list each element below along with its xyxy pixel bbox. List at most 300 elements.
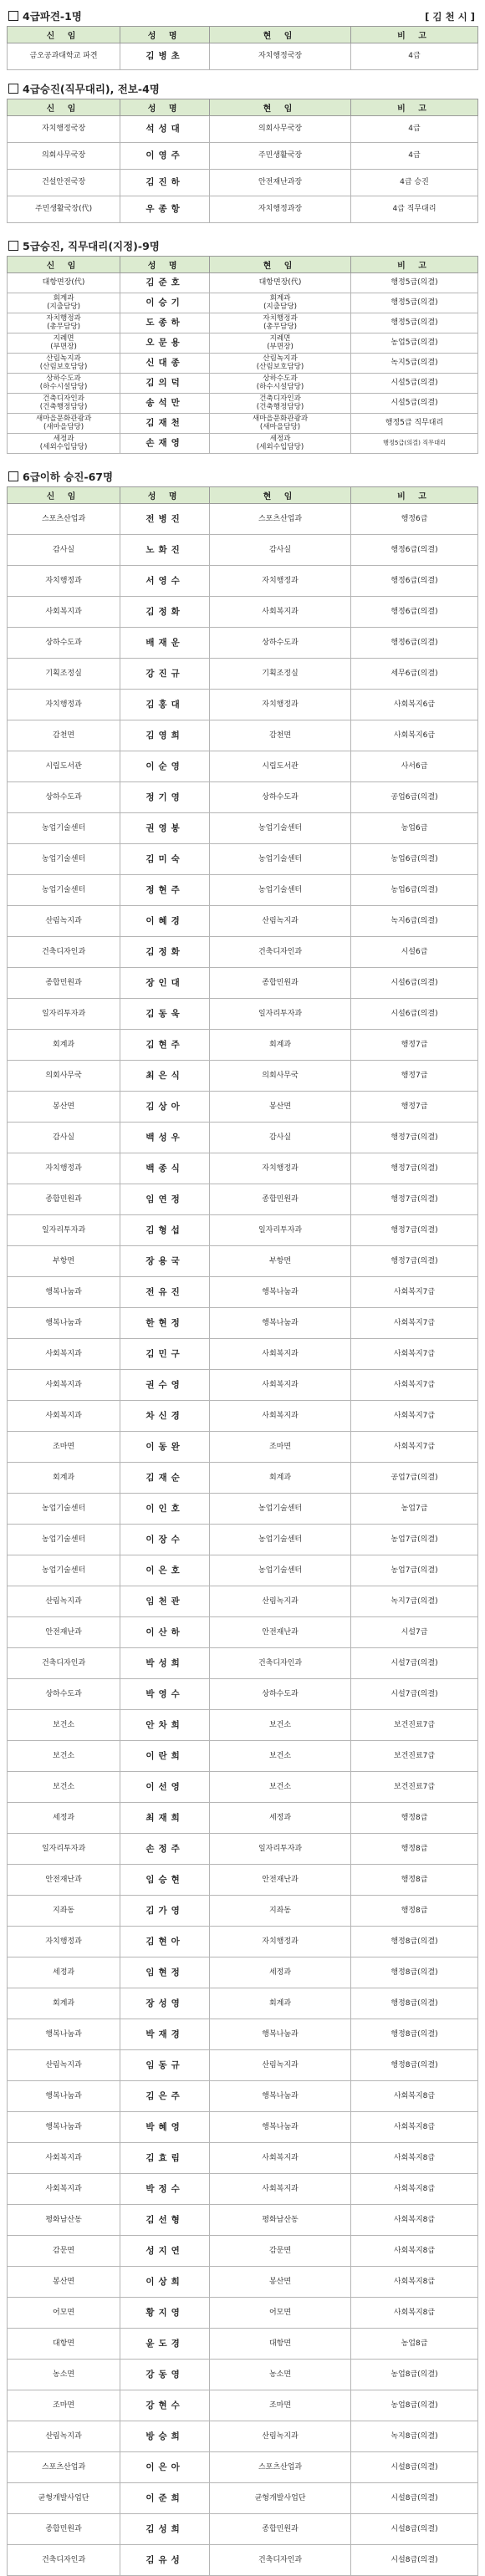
remark-cell: 사회복지8급 xyxy=(350,2236,477,2267)
section-title-text: 4급승진(직무대리), 전보-4명 xyxy=(23,83,160,95)
remark-cell: 행정7급(의결) xyxy=(350,1215,477,1246)
name-cell: 이영주 xyxy=(120,143,210,170)
new-post-cell: 종합민원과 xyxy=(8,968,120,999)
new-post-cell: 일자리투자과 xyxy=(8,1215,120,1246)
table-row xyxy=(8,143,478,170)
current-post-cell: 부항면 xyxy=(210,1246,351,1277)
name-cell: 임현정 xyxy=(120,1957,210,1988)
name-cell: 김홍대 xyxy=(120,690,210,720)
column-header: 신 임 xyxy=(8,27,120,43)
remark-cell: 시설5급(의결) xyxy=(350,374,477,394)
table-row xyxy=(8,566,478,597)
remark-cell: 녹지7급(의결) xyxy=(350,1586,477,1617)
table-row xyxy=(8,1957,478,1988)
table-row xyxy=(8,1834,478,1865)
name-cell: 박영수 xyxy=(120,1679,210,1710)
new-post-cell: 세정과 xyxy=(8,1957,120,1988)
table-row xyxy=(8,1617,478,1648)
new-post-cell: 대항면 xyxy=(8,2329,120,2360)
new-post-cell: 지좌동 xyxy=(8,1896,120,1927)
current-post-cell: 상하수도과 xyxy=(210,1679,351,1710)
name-cell: 오문용 xyxy=(120,333,210,354)
remark-cell: 사회복지7급 xyxy=(350,1432,477,1463)
current-post-cell: 산림녹지과 xyxy=(210,906,351,937)
column-header: 신 임 xyxy=(8,487,120,504)
remark-cell: 행정8급 xyxy=(350,1803,477,1834)
name-cell: 강진규 xyxy=(120,659,210,690)
remark-cell: 행정8급 xyxy=(350,1834,477,1865)
table-header-row xyxy=(8,257,478,273)
table-row xyxy=(8,1679,478,1710)
name-cell: 이상희 xyxy=(120,2267,210,2298)
name-cell: 임천관 xyxy=(120,1586,210,1617)
current-post-cell: 사회복지과 xyxy=(210,2143,351,2174)
remark-cell: 농업7급 xyxy=(350,1494,477,1525)
name-cell: 강현수 xyxy=(120,2390,210,2421)
new-post-cell: 시립도서관 xyxy=(8,751,120,782)
new-post-cell: 금오공과대학교 파견 xyxy=(8,43,120,70)
new-post-cell: 회계과 xyxy=(8,1463,120,1494)
table-row xyxy=(8,1525,478,1555)
column-header: 현 임 xyxy=(210,99,351,116)
name-cell: 도종하 xyxy=(120,313,210,333)
table-row xyxy=(8,116,478,143)
current-post-cell: 조마면 xyxy=(210,2390,351,2421)
current-post-cell: 건축디자인과 (건축행정담당) xyxy=(210,394,351,414)
current-post-cell: 의회사무국장 xyxy=(210,116,351,143)
remark-cell: 농업8급 xyxy=(350,2329,477,2360)
table-row xyxy=(8,170,478,196)
checkbox-square-icon xyxy=(8,241,18,251)
remark-cell: 시설8급(의결) xyxy=(350,2545,477,2576)
table-row xyxy=(8,1803,478,1834)
current-post-cell: 회계과 xyxy=(210,1463,351,1494)
current-post-cell: 새마을문화관광과 (새마을담당) xyxy=(210,414,351,434)
current-post-cell: 감사실 xyxy=(210,535,351,566)
section-title-text: 4급파견-1명 xyxy=(23,10,82,23)
remark-cell: 행정7급 xyxy=(350,1030,477,1061)
new-post-cell: 대항면장(代) xyxy=(8,273,120,293)
table-row xyxy=(8,2329,478,2360)
new-post-cell: 조마면 xyxy=(8,1432,120,1463)
remark-cell: 보건진료7급 xyxy=(350,1772,477,1803)
current-post-cell: 회계과 xyxy=(210,1030,351,1061)
new-post-cell: 자치행정과 xyxy=(8,566,120,597)
remark-cell: 사서6급 xyxy=(350,751,477,782)
name-cell: 차신경 xyxy=(120,1401,210,1432)
remark-cell: 보건진료7급 xyxy=(350,1741,477,1772)
remark-cell: 시설7급(의결) xyxy=(350,1679,477,1710)
remark-cell: 농업6급(의결) xyxy=(350,875,477,906)
name-cell: 김현아 xyxy=(120,1927,210,1957)
name-cell: 방승희 xyxy=(120,2421,210,2452)
remark-cell: 시설6급 xyxy=(350,937,477,968)
new-post-cell: 행복나눔과 xyxy=(8,2112,120,2143)
current-post-cell: 감천면 xyxy=(210,720,351,751)
new-post-cell: 산림녹지과 xyxy=(8,2050,120,2081)
new-post-cell: 상하수도과 xyxy=(8,628,120,659)
new-post-cell: 일자리투자과 xyxy=(8,1834,120,1865)
current-post-cell: 평화남산동 xyxy=(210,2205,351,2236)
name-cell: 강동영 xyxy=(120,2360,210,2390)
new-post-cell: 회계과 xyxy=(8,1030,120,1061)
table-row xyxy=(8,2452,478,2483)
name-cell: 박재경 xyxy=(120,2019,210,2050)
remark-cell: 행정5급(의결) xyxy=(350,273,477,293)
table-row xyxy=(8,1586,478,1617)
remark-cell: 시설6급(의결) xyxy=(350,999,477,1030)
table-row xyxy=(8,2545,478,2576)
current-post-cell: 조마면 xyxy=(210,1432,351,1463)
new-post-cell: 행복나눔과 xyxy=(8,1308,120,1339)
current-post-cell: 산림녹지과 xyxy=(210,2421,351,2452)
remark-cell: 4급 승진 xyxy=(350,170,477,196)
table-row xyxy=(8,1896,478,1927)
name-cell: 장인대 xyxy=(120,968,210,999)
table-row xyxy=(8,2421,478,2452)
remark-cell: 농업8급(의결) xyxy=(350,2360,477,2390)
current-post-cell: 행복나눔과 xyxy=(210,1277,351,1308)
current-post-cell: 세정과 xyxy=(210,1957,351,1988)
column-header: 현 임 xyxy=(210,27,351,43)
new-post-cell: 상하수도과 (하수시설담당) xyxy=(8,374,120,394)
table-row xyxy=(8,1772,478,1803)
remark-cell: 행정8급(의결) xyxy=(350,1988,477,2019)
new-post-cell: 산림녹지과 xyxy=(8,906,120,937)
current-post-cell: 산림녹지과 (산림보호담당) xyxy=(210,354,351,374)
new-post-cell: 어모면 xyxy=(8,2298,120,2329)
new-post-cell: 행복나눔과 xyxy=(8,2081,120,2112)
table-row xyxy=(8,1494,478,1525)
new-post-cell: 감문면 xyxy=(8,2236,120,2267)
section-title-text: 6급이하 승진-67명 xyxy=(23,471,114,483)
remark-cell: 행정8급(의결) xyxy=(350,2019,477,2050)
table-row xyxy=(8,1927,478,1957)
current-post-cell: 기획조정실 xyxy=(210,659,351,690)
current-post-cell: 감문면 xyxy=(210,2236,351,2267)
new-post-cell: 세정과 (세외수입담당) xyxy=(8,434,120,454)
remark-cell: 행정7급(의결) xyxy=(350,1153,477,1184)
current-post-cell: 사회복지과 xyxy=(210,1370,351,1401)
table-row xyxy=(8,273,478,293)
new-post-cell: 농업기술센터 xyxy=(8,875,120,906)
current-post-cell: 대항면장(代) xyxy=(210,273,351,293)
new-post-cell: 안전재난과 xyxy=(8,1617,120,1648)
new-post-cell: 농업기술센터 xyxy=(8,813,120,844)
section-1 xyxy=(7,5,478,70)
section-title xyxy=(7,78,478,96)
table-header-row xyxy=(8,27,478,43)
name-cell: 김성희 xyxy=(120,2514,210,2545)
section-title xyxy=(7,235,478,253)
name-cell: 석성대 xyxy=(120,116,210,143)
table-row xyxy=(8,1865,478,1896)
new-post-cell: 상하수도과 xyxy=(8,1679,120,1710)
remark-cell: 사회복지7급 xyxy=(350,1308,477,1339)
table-row xyxy=(8,535,478,566)
current-post-cell: 농업기술센터 xyxy=(210,813,351,844)
name-cell: 김재천 xyxy=(120,414,210,434)
section-title xyxy=(7,466,478,484)
remark-cell: 행정8급(의결) xyxy=(350,1957,477,1988)
remark-cell: 농업7급(의결) xyxy=(350,1555,477,1586)
current-post-cell: 자치행정과장 xyxy=(210,196,351,223)
current-post-cell: 산림녹지과 xyxy=(210,2050,351,2081)
new-post-cell: 사회복지과 xyxy=(8,1370,120,1401)
new-post-cell: 종합민원과 xyxy=(8,2514,120,2545)
name-cell: 박혜영 xyxy=(120,2112,210,2143)
current-post-cell: 행복나눔과 xyxy=(210,2019,351,2050)
remark-cell: 행정5급(의결) xyxy=(350,313,477,333)
table-row xyxy=(8,1710,478,1741)
current-post-cell: 행복나눔과 xyxy=(210,2081,351,2112)
table-row xyxy=(8,196,478,223)
name-cell: 송석만 xyxy=(120,394,210,414)
name-cell: 김상아 xyxy=(120,1092,210,1123)
name-cell: 박성희 xyxy=(120,1648,210,1679)
remark-cell: 사회복지8급 xyxy=(350,2298,477,2329)
table-row xyxy=(8,2143,478,2174)
name-cell: 김재순 xyxy=(120,1463,210,1494)
remark-cell: 행정8급(의결) xyxy=(350,1927,477,1957)
remark-cell: 사회복지8급 xyxy=(350,2143,477,2174)
new-post-cell: 건설안전국장 xyxy=(8,170,120,196)
remark-cell: 공업7급(의결) xyxy=(350,1463,477,1494)
name-cell: 권영봉 xyxy=(120,813,210,844)
remark-cell: 4급 xyxy=(350,116,477,143)
name-cell: 배재운 xyxy=(120,628,210,659)
column-header: 비 고 xyxy=(350,27,477,43)
section-title-text: 5급승진, 직무대리(지정)-9명 xyxy=(23,240,160,252)
remark-cell: 행정6급(의결) xyxy=(350,628,477,659)
current-post-cell: 건축디자인과 xyxy=(210,1648,351,1679)
current-post-cell: 자치행정과 xyxy=(210,1153,351,1184)
checkbox-square-icon xyxy=(8,471,18,481)
current-post-cell: 사회복지과 xyxy=(210,2174,351,2205)
name-cell: 안차희 xyxy=(120,1710,210,1741)
current-post-cell: 어모면 xyxy=(210,2298,351,2329)
new-post-cell: 사회복지과 xyxy=(8,2143,120,2174)
table-row xyxy=(8,333,478,354)
current-post-cell: 자치행정과 xyxy=(210,1927,351,1957)
table-row xyxy=(8,999,478,1030)
new-post-cell: 건축디자인과 (건축행정담당) xyxy=(8,394,120,414)
current-post-cell: 자치행정과 (총무담당) xyxy=(210,313,351,333)
new-post-cell: 스포츠산업과 xyxy=(8,2452,120,2483)
name-cell: 김동욱 xyxy=(120,999,210,1030)
new-post-cell: 농업기술센터 xyxy=(8,1555,120,1586)
current-post-cell: 사회복지과 xyxy=(210,1339,351,1370)
name-cell: 이산하 xyxy=(120,1617,210,1648)
table-row xyxy=(8,1308,478,1339)
current-post-cell: 자치행정과 xyxy=(210,690,351,720)
name-cell: 손정주 xyxy=(120,1834,210,1865)
table-row xyxy=(8,906,478,937)
current-post-cell: 보건소 xyxy=(210,1710,351,1741)
remark-cell: 농업6급 xyxy=(350,813,477,844)
name-cell: 김형섭 xyxy=(120,1215,210,1246)
name-cell: 김준호 xyxy=(120,273,210,293)
current-post-cell: 균형개발사업단 xyxy=(210,2483,351,2514)
current-post-cell: 사회복지과 xyxy=(210,597,351,628)
document xyxy=(0,5,485,2576)
new-post-cell: 건축디자인과 xyxy=(8,1648,120,1679)
name-cell: 이순영 xyxy=(120,751,210,782)
table-row xyxy=(8,1741,478,1772)
current-post-cell: 행복나눔과 xyxy=(210,2112,351,2143)
remark-cell: 행정8급 xyxy=(350,1896,477,1927)
remark-cell: 공업6급(의결) xyxy=(350,782,477,813)
new-post-cell: 농업기술센터 xyxy=(8,844,120,875)
current-post-cell: 농업기술센터 xyxy=(210,844,351,875)
name-cell: 박정수 xyxy=(120,2174,210,2205)
current-post-cell: 농업기술센터 xyxy=(210,1525,351,1555)
new-post-cell: 기획조정실 xyxy=(8,659,120,690)
remark-cell: 4급 직무대리 xyxy=(350,196,477,223)
new-post-cell: 의회사무국장 xyxy=(8,143,120,170)
name-cell: 임승현 xyxy=(120,1865,210,1896)
remark-cell: 농업7급(의결) xyxy=(350,1525,477,1555)
remark-cell: 사회복지8급 xyxy=(350,2081,477,2112)
remark-cell: 행정6급 xyxy=(350,504,477,535)
current-post-cell: 주민생활국장 xyxy=(210,143,351,170)
current-post-cell: 농업기술센터 xyxy=(210,1494,351,1525)
current-post-cell: 스포츠산업과 xyxy=(210,2452,351,2483)
name-cell: 정기영 xyxy=(120,782,210,813)
remark-cell: 행정6급(의결) xyxy=(350,597,477,628)
personnel-table xyxy=(7,486,478,2576)
current-post-cell: 건축디자인과 xyxy=(210,2545,351,2576)
name-cell: 김현주 xyxy=(120,1030,210,1061)
name-cell: 이준희 xyxy=(120,2483,210,2514)
new-post-cell: 종합민원과 xyxy=(8,1184,120,1215)
current-post-cell: 회계과 (지출담당) xyxy=(210,293,351,313)
new-post-cell: 보건소 xyxy=(8,1710,120,1741)
remark-cell: 행정7급(의결) xyxy=(350,1123,477,1153)
name-cell: 장성영 xyxy=(120,1988,210,2019)
remark-cell: 행정7급(의결) xyxy=(350,1184,477,1215)
remark-cell: 행정7급 xyxy=(350,1061,477,1092)
name-cell: 전병진 xyxy=(120,504,210,535)
remark-cell: 행정8급 xyxy=(350,1865,477,1896)
current-post-cell: 스포츠산업과 xyxy=(210,504,351,535)
new-post-cell: 건축디자인과 xyxy=(8,937,120,968)
table-row xyxy=(8,2267,478,2298)
table-row xyxy=(8,813,478,844)
remark-cell: 녹지5급(의결) xyxy=(350,354,477,374)
column-header: 현 임 xyxy=(210,487,351,504)
table-row xyxy=(8,968,478,999)
table-row xyxy=(8,1432,478,1463)
remark-cell: 농업6급(의결) xyxy=(350,844,477,875)
remark-cell: 사회복지7급 xyxy=(350,1339,477,1370)
new-post-cell: 농업기술센터 xyxy=(8,1525,120,1555)
name-cell: 장용국 xyxy=(120,1246,210,1277)
current-post-cell: 자치행정국장 xyxy=(210,43,351,70)
name-cell: 최은식 xyxy=(120,1061,210,1092)
personnel-table xyxy=(7,26,478,70)
name-cell: 우종항 xyxy=(120,196,210,223)
name-cell: 김정화 xyxy=(120,937,210,968)
table-row xyxy=(8,2298,478,2329)
current-post-cell: 종합민원과 xyxy=(210,968,351,999)
new-post-cell: 자치행정과 xyxy=(8,1927,120,1957)
table-row xyxy=(8,2174,478,2205)
remark-cell: 사회복지8급 xyxy=(350,2174,477,2205)
new-post-cell: 평화남산동 xyxy=(8,2205,120,2236)
table-row xyxy=(8,1030,478,1061)
table-row xyxy=(8,434,478,454)
current-post-cell: 농업기술센터 xyxy=(210,1555,351,1586)
name-cell: 백종식 xyxy=(120,1153,210,1184)
column-header: 성 명 xyxy=(120,257,210,273)
table-row xyxy=(8,751,478,782)
name-cell: 김선형 xyxy=(120,2205,210,2236)
name-cell: 손재영 xyxy=(120,434,210,454)
name-cell: 신대종 xyxy=(120,354,210,374)
current-post-cell: 의회사무국 xyxy=(210,1061,351,1092)
current-post-cell: 보건소 xyxy=(210,1741,351,1772)
current-post-cell: 지례면 (부면장) xyxy=(210,333,351,354)
table-row xyxy=(8,2360,478,2390)
current-post-cell: 시립도서관 xyxy=(210,751,351,782)
remark-cell: 4급 xyxy=(350,43,477,70)
current-post-cell: 안전재난과 xyxy=(210,1617,351,1648)
remark-cell: 시설7급 xyxy=(350,1617,477,1648)
name-cell: 백성우 xyxy=(120,1123,210,1153)
table-row xyxy=(8,313,478,333)
column-header: 성 명 xyxy=(120,27,210,43)
name-cell: 이선영 xyxy=(120,1772,210,1803)
table-row xyxy=(8,1648,478,1679)
table-row xyxy=(8,1988,478,2019)
remark-cell: 농업8급(의결) xyxy=(350,2390,477,2421)
name-cell: 전유진 xyxy=(120,1277,210,1308)
table-row xyxy=(8,782,478,813)
current-post-cell: 자치행정과 xyxy=(210,566,351,597)
remark-cell: 시설8급(의결) xyxy=(350,2483,477,2514)
new-post-cell: 자치행정국장 xyxy=(8,116,120,143)
table-row xyxy=(8,720,478,751)
table-row xyxy=(8,937,478,968)
new-post-cell: 자치행정과 (총무담당) xyxy=(8,313,120,333)
new-post-cell: 보건소 xyxy=(8,1772,120,1803)
name-cell: 임동규 xyxy=(120,2050,210,2081)
new-post-cell: 농업기술센터 xyxy=(8,1494,120,1525)
table-row xyxy=(8,394,478,414)
remark-cell: 시설8급(의결) xyxy=(350,2452,477,2483)
current-post-cell: 종합민원과 xyxy=(210,1184,351,1215)
checkbox-square-icon xyxy=(8,84,18,94)
remark-cell: 사회복지8급 xyxy=(350,2267,477,2298)
column-header: 성 명 xyxy=(120,99,210,116)
current-post-cell: 상하수도과 xyxy=(210,628,351,659)
column-header: 현 임 xyxy=(210,257,351,273)
new-post-cell: 감천면 xyxy=(8,720,120,751)
column-header: 비 고 xyxy=(350,257,477,273)
name-cell: 김병초 xyxy=(120,43,210,70)
remark-cell: 행정8급(의결) xyxy=(350,2050,477,2081)
remark-cell: 시설7급(의결) xyxy=(350,1648,477,1679)
table-row xyxy=(8,844,478,875)
current-post-cell: 상하수도과 xyxy=(210,782,351,813)
current-post-cell: 산림녹지과 xyxy=(210,1586,351,1617)
new-post-cell: 보건소 xyxy=(8,1741,120,1772)
new-post-cell: 사회복지과 xyxy=(8,1339,120,1370)
remark-cell: 4급 xyxy=(350,143,477,170)
table-row xyxy=(8,1092,478,1123)
new-post-cell: 일자리투자과 xyxy=(8,999,120,1030)
